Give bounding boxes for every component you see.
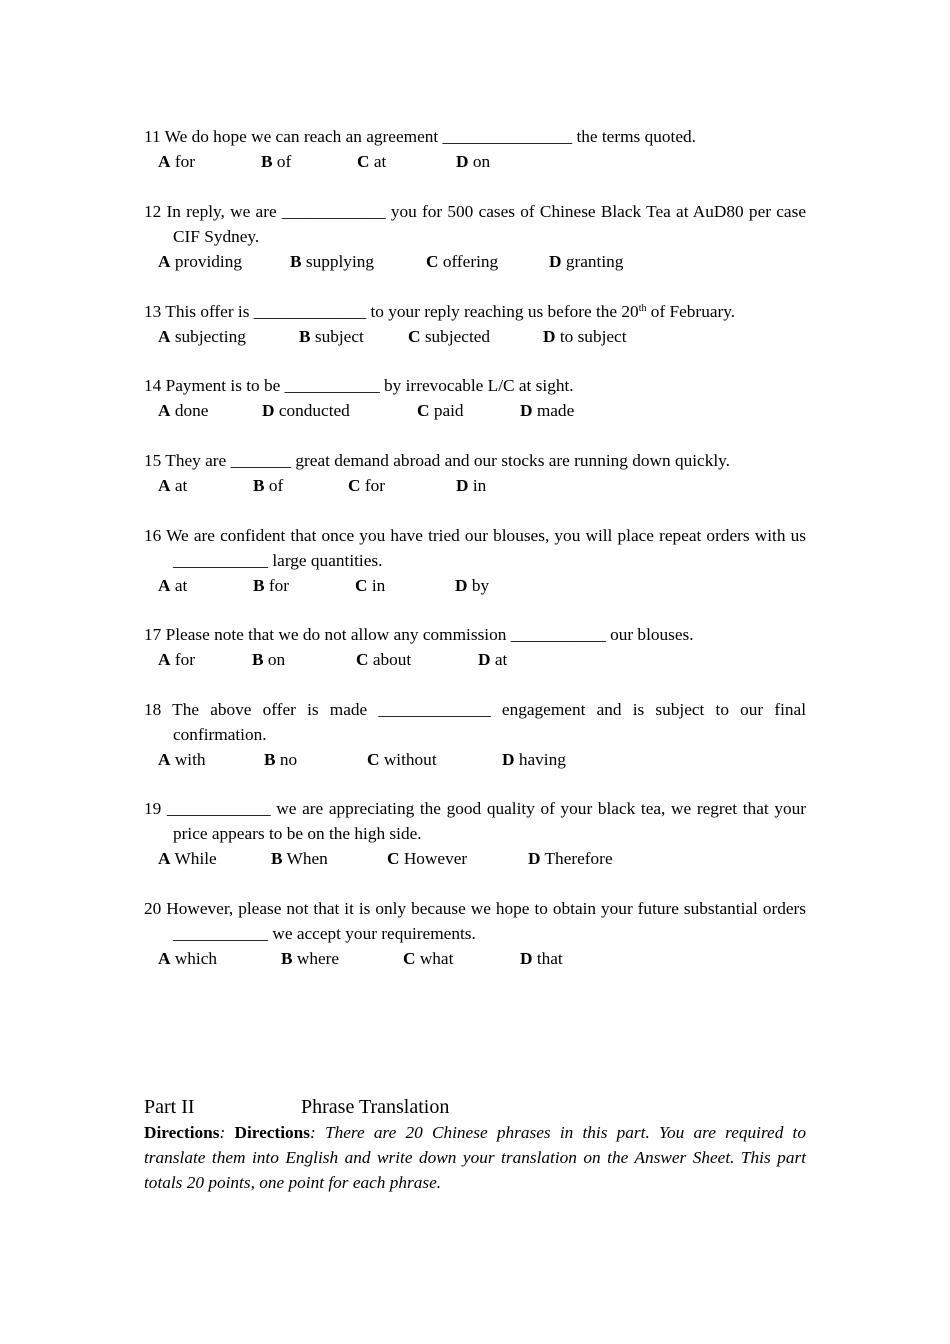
option-b[interactable]: B subject — [299, 327, 364, 346]
option-d[interactable]: D made — [520, 401, 575, 420]
answer-options — [144, 573, 806, 598]
question-number: 14 — [144, 376, 162, 395]
option-d[interactable]: D by — [455, 576, 490, 595]
question-stem: 15 They are _______ great demand abroad and our stocks are running down quickly. — [144, 451, 730, 470]
option-b[interactable]: B for — [253, 576, 290, 595]
question-stem: 19 ____________ we are appreciating the good quality of your black tea, we regret that your price appears to be on the high side. — [144, 799, 806, 843]
option-b[interactable]: B When — [271, 849, 328, 868]
answer-blank: ___________ — [173, 551, 269, 570]
question-number: 15 — [144, 451, 162, 470]
directions-text: There are 20 Chinese phrases in this part. You are required to translate them into English and write down your translation on the Answer Sheet. This part totals 20 points, one point for each phrase. — [144, 1123, 806, 1192]
answer-blank: _______ — [230, 451, 292, 470]
question-number: 20 — [144, 899, 162, 918]
answer-blank: _____________ — [378, 700, 491, 719]
option-b[interactable]: B supplying — [290, 252, 375, 271]
part-title: Phrase Translation — [301, 1096, 450, 1118]
option-d[interactable]: D having — [502, 750, 566, 769]
option-a[interactable]: A providing — [158, 252, 243, 271]
part-heading — [144, 1095, 450, 1120]
question-15 — [144, 448, 806, 498]
question-14 — [144, 373, 806, 423]
question-stem: 20 However, please not that it is only because we hope to obtain your future substantial orders ___________ we accept your requirements. — [144, 899, 806, 943]
part-label: Part II — [144, 1096, 195, 1118]
question-number: 18 — [144, 700, 162, 719]
question-11 — [144, 124, 806, 174]
option-b[interactable]: B of — [253, 476, 284, 495]
option-b[interactable]: B on — [252, 650, 286, 669]
option-a[interactable]: A While — [158, 849, 217, 868]
option-a[interactable]: A which — [158, 949, 218, 968]
option-c[interactable]: C without — [367, 750, 437, 769]
option-d[interactable]: D in — [456, 476, 487, 495]
question-number: 17 — [144, 625, 162, 644]
option-c[interactable]: C at — [357, 152, 387, 171]
question-stem: 12 In reply, we are ____________ you for 500 cases of Chinese Black Tea at AuD80 per case CIF Sydney. — [144, 202, 806, 246]
question-20 — [144, 896, 806, 971]
question-number: 13 — [144, 302, 162, 321]
answer-blank: _____________ — [253, 302, 367, 321]
option-a[interactable]: A subjecting — [158, 327, 246, 346]
answer-blank: ____________ — [166, 799, 271, 818]
option-c[interactable]: C in — [355, 576, 386, 595]
question-stem: 17 Please note that we do not allow any commission ___________ our blouses. — [144, 625, 694, 644]
question-number: 19 — [144, 799, 162, 818]
option-a[interactable]: A for — [158, 650, 195, 669]
option-d[interactable]: D granting — [549, 252, 624, 271]
answer-options — [144, 846, 806, 871]
question-16 — [144, 523, 806, 598]
option-d[interactable]: D Therefore — [528, 849, 613, 868]
option-b[interactable]: B no — [264, 750, 298, 769]
answer-blank: ___________ — [284, 376, 380, 395]
answer-options — [144, 149, 806, 174]
option-c[interactable]: C about — [356, 650, 412, 669]
answer-options — [144, 946, 806, 971]
answer-options — [144, 647, 806, 672]
option-d[interactable]: D that — [520, 949, 563, 968]
question-number: 11 — [144, 127, 161, 146]
option-c[interactable]: C offering — [426, 252, 499, 271]
option-a[interactable]: A with — [158, 750, 206, 769]
question-stem: 18 The above offer is made _____________ engagement and is subject to our final confirmation. — [144, 700, 807, 744]
question-stem: 16 We are confident that once you have tried our blouses, you will place repeat orders with us ___________ large quantities. — [144, 526, 806, 570]
option-b[interactable]: D conducted — [262, 401, 350, 420]
question-19 — [144, 796, 806, 871]
option-a[interactable]: A at — [158, 476, 188, 495]
answer-blank: ____________ — [281, 202, 386, 221]
answer-options — [144, 747, 806, 772]
question-17 — [144, 622, 806, 672]
option-c[interactable]: C what — [403, 949, 454, 968]
question-13 — [144, 299, 806, 349]
option-c[interactable]: C However — [387, 849, 468, 868]
option-c[interactable]: C paid — [417, 401, 464, 420]
answer-blank: ___________ — [510, 625, 606, 644]
answer-options — [144, 324, 806, 349]
question-number: 12 — [144, 202, 162, 221]
option-a[interactable]: A done — [158, 401, 209, 420]
question-12 — [144, 199, 806, 274]
option-c[interactable]: C for — [348, 476, 385, 495]
option-c[interactable]: C subjected — [408, 327, 491, 346]
question-stem: 11 We do hope we can reach an agreement _______________ the terms quoted. — [144, 127, 696, 146]
question-number: 16 — [144, 526, 162, 545]
option-a[interactable]: A at — [158, 576, 188, 595]
option-b[interactable]: B where — [281, 949, 340, 968]
question-18 — [144, 697, 806, 772]
directions-label: Directions — [234, 1123, 310, 1142]
option-d[interactable]: D on — [456, 152, 491, 171]
answer-options — [144, 398, 806, 423]
answer-blank: ___________ — [173, 924, 269, 943]
directions-label: Directions — [144, 1123, 220, 1142]
question-stem: 14 Payment is to be ___________ by irrevocable L/C at sight. — [144, 376, 574, 395]
option-d[interactable]: D at — [478, 650, 508, 669]
answer-blank: _______________ — [442, 127, 573, 146]
option-b[interactable]: B of — [261, 152, 292, 171]
answer-options — [144, 249, 806, 274]
option-d[interactable]: D to subject — [543, 327, 627, 346]
question-stem: 13 This offer is _____________ to your reply reaching us before the 20th of February. — [144, 302, 736, 321]
option-a[interactable]: A for — [158, 152, 195, 171]
directions: Directions: Directions: There are 20 Chinese phrases in this part. You are required to translate them into English and write down your translation on the Answer Sheet. This part totals 20 points, one point for each phrase. — [144, 1123, 806, 1192]
answer-options — [144, 473, 806, 498]
